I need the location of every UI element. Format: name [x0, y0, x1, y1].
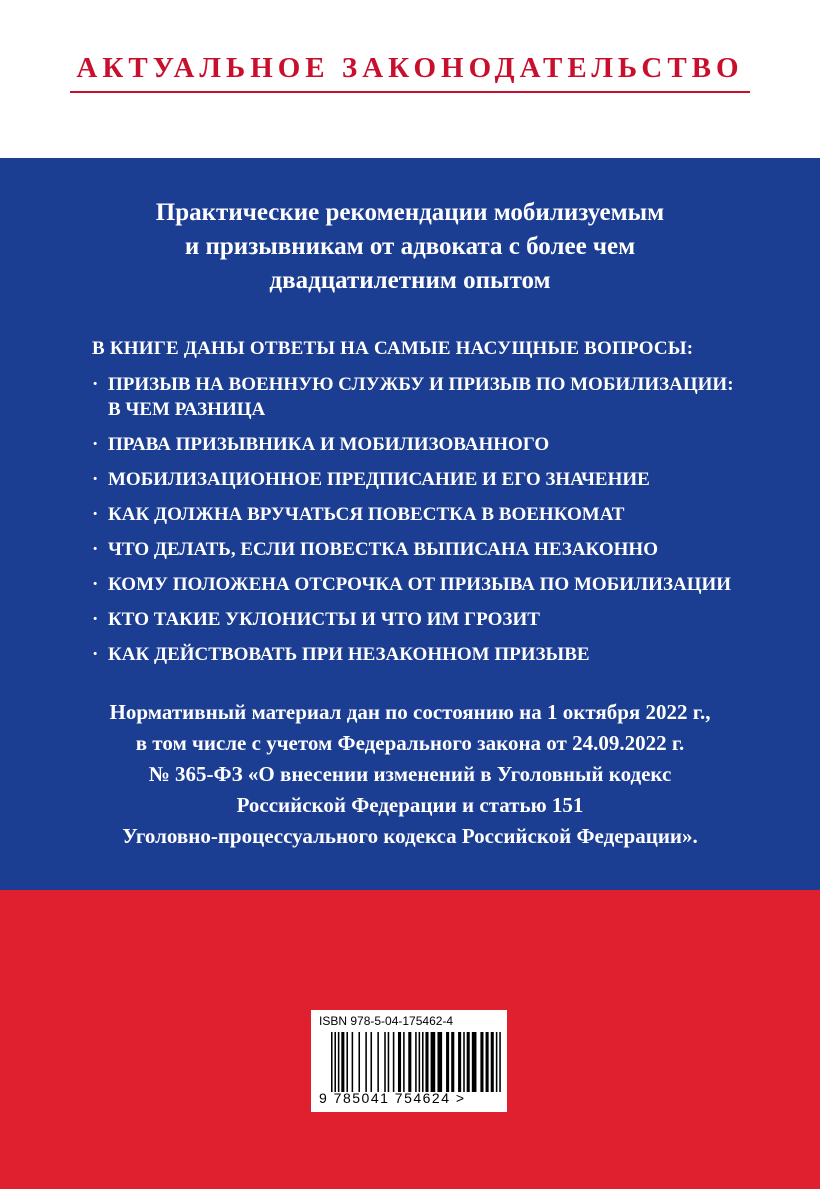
list-item-text: КАК ДОЛЖНА ВРУЧАТЬСЯ ПОВЕСТКА В ВОЕНКОМАТ	[108, 504, 625, 525]
barcode-bar	[467, 1032, 470, 1092]
isbn-barcode-box	[311, 1010, 507, 1112]
list-item	[92, 642, 734, 667]
bullet-dot: ·	[92, 644, 99, 665]
barcode-bar	[422, 1032, 424, 1092]
normative-line: в том числе с учетом Федерального закона от 24.09.2022 г.	[135, 731, 685, 755]
headline-line: двадцатилетним опытом	[269, 267, 551, 294]
questions-list	[92, 372, 734, 677]
headline	[0, 196, 820, 298]
barcode-bar	[451, 1032, 454, 1092]
bullet-dot: ·	[92, 434, 99, 455]
normative-line: Российской Федерации и статью 151	[236, 793, 584, 817]
headline-line: и призывникам от адвоката с более чем	[184, 233, 636, 260]
headline-line: Практические рекомендации мобилизуемым	[155, 199, 665, 226]
barcode-bar	[446, 1032, 449, 1092]
isbn-label: ISBN 978-5-04-175462-4	[319, 1014, 454, 1028]
barcode-bar	[419, 1032, 421, 1092]
bullet-dot: ·	[92, 504, 99, 525]
barcode-bar	[358, 1032, 360, 1092]
barcode-bar	[398, 1032, 401, 1092]
bullet-dot: ·	[92, 574, 99, 595]
barcode-bar	[431, 1032, 436, 1092]
list-item	[92, 372, 734, 422]
barcode-bar	[377, 1032, 379, 1092]
list-item-text: МОБИЛИЗАЦИОННОЕ ПРЕДПИСАНИЕ И ЕГО ЗНАЧЕНИЕ	[108, 469, 650, 490]
barcode-bar	[425, 1032, 428, 1092]
list-item	[92, 502, 734, 527]
bullet-dot: ·	[92, 539, 99, 560]
normative-line: Уголовно-процессуального кодекса Российской Федерации».	[122, 824, 698, 848]
barcode-bar	[341, 1032, 344, 1092]
list-item	[92, 572, 734, 597]
barcode-icon	[331, 1032, 501, 1092]
list-item	[92, 607, 734, 632]
barcode-bar	[458, 1032, 461, 1092]
barcode-bar	[496, 1032, 498, 1092]
list-item-text: КАК ДЕЙСТВОВАТЬ ПРИ НЕЗАКОННОМ ПРИЗЫВЕ	[108, 644, 590, 665]
list-item-text: В ЧЕМ РАЗНИЦА	[108, 399, 266, 420]
barcode-bar	[334, 1032, 336, 1092]
barcode-bar	[472, 1032, 477, 1092]
barcode-bar	[491, 1032, 494, 1092]
barcode-bar	[403, 1032, 405, 1092]
barcode-bar	[388, 1032, 390, 1092]
bullet-dot: ·	[92, 374, 99, 395]
list-item-text: КОМУ ПОЛОЖЕНА ОТСРОЧКА ОТ ПРИЗЫВА ПО МОБИЛИЗАЦИИ	[108, 574, 732, 595]
list-item-text: ПРАВА ПРИЗЫВНИКА И МОБИЛИЗОВАННОГО	[108, 434, 550, 455]
list-item	[92, 537, 734, 562]
list-item	[92, 432, 734, 457]
barcode-bar	[384, 1032, 386, 1092]
normative-note	[0, 697, 820, 852]
barcode-bar	[346, 1032, 348, 1092]
barcode-bar	[370, 1032, 372, 1092]
barcode-digits: 9 785041 754624 >	[319, 1090, 466, 1106]
barcode-bar	[352, 1032, 354, 1092]
normative-line: Нормативный материал дан по состоянию на 1 октября 2022 г.,	[109, 700, 711, 724]
barcode-bar	[338, 1032, 340, 1092]
barcode-bar	[415, 1032, 417, 1092]
bullet-dot: ·	[92, 469, 99, 490]
barcode-bar	[437, 1032, 442, 1092]
barcode-bar	[365, 1032, 367, 1092]
barcode-bar	[480, 1032, 483, 1092]
barcode-bar	[486, 1032, 489, 1092]
list-item-text: ЧТО ДЕЛАТЬ, ЕСЛИ ПОВЕСТКА ВЫПИСАНА НЕЗАКОННО	[108, 539, 658, 560]
series-title	[0, 52, 820, 93]
barcode-bar	[408, 1032, 411, 1092]
bullet-dot: ·	[92, 609, 99, 630]
barcode-bar	[463, 1032, 465, 1092]
series-title-text: АКТУАЛЬНОЕ ЗАКОНОДАТЕЛЬСТВО	[70, 52, 749, 93]
barcode-bar	[499, 1032, 501, 1092]
questions-intro: В КНИГЕ ДАНЫ ОТВЕТЫ НА САМЫЕ НАСУЩНЫЕ ВОПРОСЫ:	[92, 338, 694, 359]
list-item-text: ПРИЗЫВ НА ВОЕННУЮ СЛУЖБУ И ПРИЗЫВ ПО МОБИЛИЗАЦИИ:	[108, 374, 734, 395]
list-item	[92, 467, 734, 492]
barcode-bar	[393, 1032, 395, 1092]
barcode-bar	[331, 1032, 333, 1092]
list-item-text: КТО ТАКИЕ УКЛОНИСТЫ И ЧТО ИМ ГРОЗИТ	[108, 609, 540, 630]
normative-line: № 365-ФЗ «О внесении изменений в Уголовный кодекс	[148, 762, 672, 786]
